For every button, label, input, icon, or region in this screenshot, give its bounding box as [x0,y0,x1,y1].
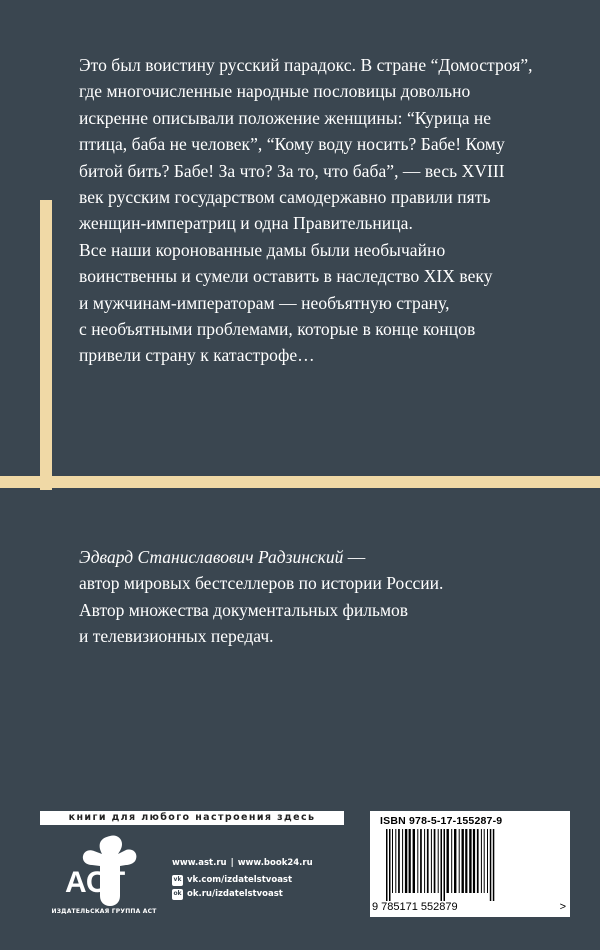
book-annotation [79,52,579,369]
annotation-line: и мужчинам-императорам — необъятную страну, [79,292,450,313]
barcode-bar [444,829,446,901]
website-links [172,856,313,870]
barcode-bar [454,829,456,893]
barcode-bar [409,829,411,893]
ok-link[interactable]: ok.ru/izdatelstvoast [187,889,283,899]
barcode-bar [459,829,460,893]
barcode-bar [424,829,425,893]
author-bio [79,544,579,650]
ok-link-row[interactable] [172,887,313,901]
barcode-bar [427,829,429,893]
annotation-line: птица, баба не человек”, “Кому воду носить? Бабе! Кому [79,134,505,155]
barcode-bar [395,829,396,893]
decorative-vertical-line [40,200,52,490]
barcode-bar [392,829,393,893]
logo-text: АСТ [65,866,126,899]
barcode-bar [438,829,439,893]
barcode-bar [413,829,415,893]
barcode-bar [487,829,488,893]
barcode-digits [372,901,568,913]
barcode-bar [398,829,400,893]
author-bio-line: автор мировых бестселлеров по истории России. [79,573,444,594]
barcode-bar [484,829,485,893]
annotation-line: искренне описывали положение женщины: “Курица не [79,107,492,128]
barcode-bar [402,829,403,893]
barcode-bar [434,829,436,893]
website-link-ast[interactable]: www.ast.ru [172,858,227,868]
barcode-bar [465,829,467,893]
barcode-bar [420,829,422,893]
barcode-bar [481,829,482,893]
annotation-line: с необъятными проблемами, которые в конце концов [79,319,476,340]
author-bio-line: и телевизионных передач. [79,626,274,647]
barcode-bar [451,829,452,893]
annotation-line: где многочисленные народные пословицы довольно [79,81,471,102]
barcode-bar [417,829,418,893]
barcode-bar [386,829,388,901]
barcode-bar [490,829,492,901]
link-separator: | [230,858,234,868]
annotation-line: воинственны и сумели оставить в наследство XIX веку [79,266,493,287]
barcode-bar [493,829,495,901]
author-dash: — [343,547,366,567]
annotation-line: привели страну к катастрофе… [79,345,315,366]
barcode-trailing: > [559,901,566,913]
vk-icon: vk [172,875,183,886]
barcode-bar [441,829,443,901]
annotation-line: век русским государством самодержавно правили пять [79,187,491,208]
publisher-links [172,856,313,901]
annotation-line: Все наши коронованные дамы были необычайно [79,239,446,260]
promo-banner: книги для любого настроения здесь [40,811,344,825]
decorative-horizontal-line [0,476,600,488]
annotation-line: битой бить? Бабе! За что? За то, что баба”, — весь XVIII [79,160,505,181]
annotation-line: женщин-императриц и одна Правительница. [79,213,413,234]
barcode-bar [473,829,475,893]
vk-link-row[interactable] [172,873,313,887]
author-name: Эдвард Станиславович Радзинский [79,547,344,567]
barcode-bar [389,829,391,901]
isbn-barcode [370,811,570,917]
author-bio-line: Автор множества документальных фильмов [79,599,409,620]
barcode-bar [462,829,464,893]
ok-icon: ok [172,889,183,900]
barcode-number: 9 785171 552879 [372,901,458,913]
barcode-bar [431,829,432,893]
barcode-bar [447,829,449,893]
vk-link[interactable]: vk.com/izdatelstvoast [187,875,293,885]
author-bio-first-line [79,544,579,570]
website-link-book24[interactable]: www.book24.ru [237,858,313,868]
isbn-label: ISBN 978-5-17-155287-9 [380,815,503,827]
barcode-bar [405,829,407,893]
barcode-bar [477,829,479,893]
publisher-caption: ИЗДАТЕЛЬСКАЯ ГРУППА АСТ [51,908,157,915]
barcode-bars [386,829,556,901]
barcode-bar [469,829,471,893]
annotation-line: Это был воистину русский парадокс. В стране “Домостроя”, [79,55,533,75]
